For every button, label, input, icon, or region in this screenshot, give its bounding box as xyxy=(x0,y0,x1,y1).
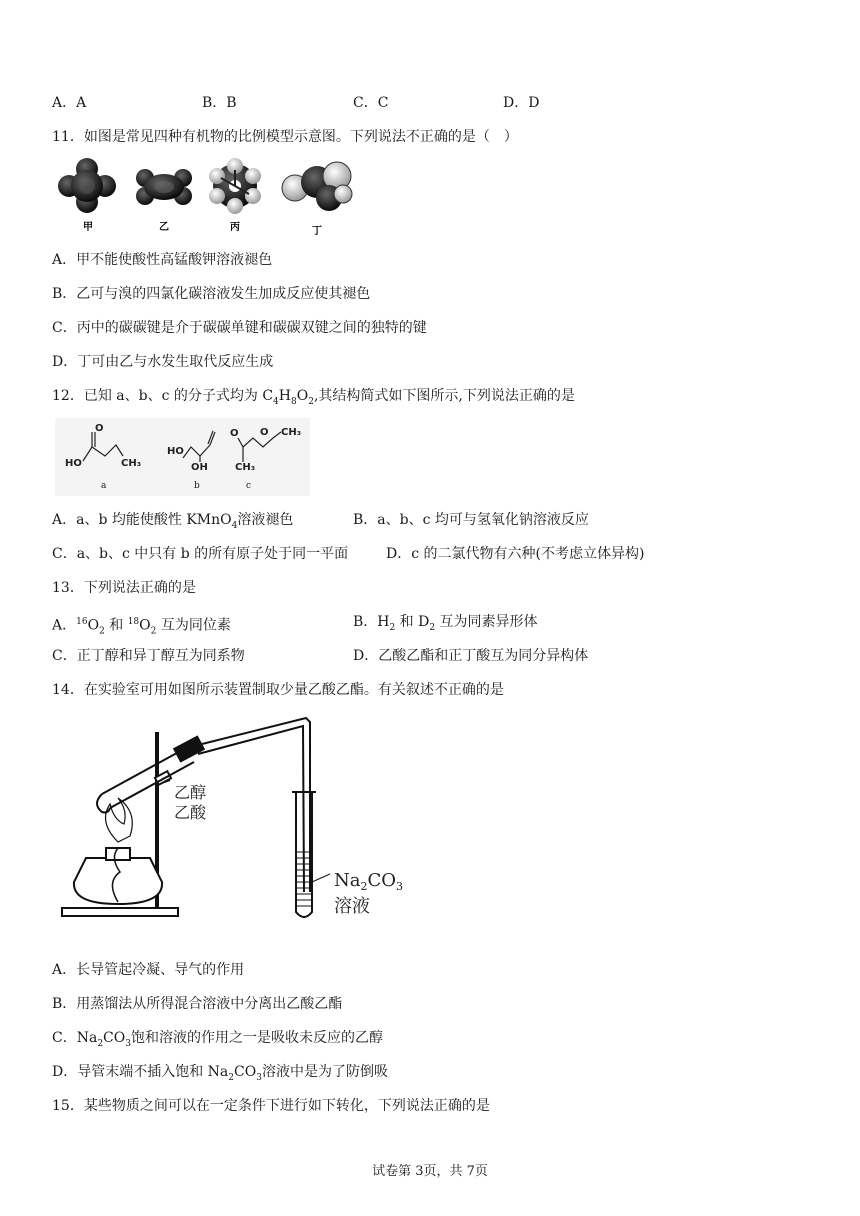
q13-option-a: A．$^{16}O_2$ 和 $^{18}O_2$ 互为同位素 xyxy=(52,617,231,637)
label-jia: 甲 xyxy=(83,222,93,233)
b-ho: HO xyxy=(167,446,184,457)
q12-option-a: A．a、b 均能使酸性 KMnO$_4$溶液褪色 xyxy=(52,512,294,531)
label-a: a xyxy=(101,481,107,491)
page-footer: 试卷第 3页，共 7页 xyxy=(372,1164,488,1179)
q11-option-d: D．丁可由乙与水发生取代反应生成 xyxy=(52,354,274,370)
ethylene-model xyxy=(136,169,192,205)
c-oxygen-ester: O xyxy=(260,427,269,438)
a-oxygen: O xyxy=(95,423,104,434)
q14-option-a: A．长导管起冷凝、导气的作用 xyxy=(52,962,245,978)
c-ch3-ethyl: CH₃ xyxy=(281,427,302,438)
label-yi: 乙 xyxy=(159,222,169,233)
q14-option-b: B．用蒸馏法从所得混合溶液中分离出乙酸乙酯 xyxy=(52,996,343,1012)
q14-apparatus-figure xyxy=(58,712,418,924)
q12-option-b: B．a、b、c 均可与氢氧化钠溶液反应 xyxy=(353,512,589,528)
na2co3-label xyxy=(334,870,403,893)
q12-option-c: C．a、b、c 中只有 b 的所有原子处于同一平面 xyxy=(52,546,349,562)
q10-option-b: B．B xyxy=(202,95,237,111)
q11-option-b: B．乙可与溴的四氯化碳溶液发生加成反应使其褪色 xyxy=(52,286,371,302)
a-ch3: CH₃ xyxy=(121,458,142,469)
svg-text:Na2CO3: $Na_2CO_3$ xyxy=(334,870,404,893)
a-ho: HO xyxy=(65,458,82,469)
q14-option-d: D．导管末端不插入饱和 $Na_2CO_3$溶液中是为了防倒吸 xyxy=(52,1064,388,1083)
q12-option-d: D．c 的二氯代物有六种(不考虑立体异构) xyxy=(386,546,645,562)
q13-option-c: C．正丁醇和异丁醇互为同系物 xyxy=(52,648,245,664)
reagent-ethanol: 乙醇 xyxy=(174,783,207,802)
q10-option-d: D．D xyxy=(503,95,540,111)
c-ch3-acyl: CH₃ xyxy=(235,462,256,473)
q11-stem: 11．如图是常见四种有机物的比例模型示意图。下列说法不正确的是（ ） xyxy=(52,129,518,145)
label-bing: 丙 xyxy=(230,222,240,233)
c-oxygen-carbonyl: O xyxy=(230,428,239,439)
ethanol-model xyxy=(282,162,352,211)
q13-option-b: B．$H_2$ 和 $D_2$ 互为同素异形体 xyxy=(353,614,538,633)
reagent-acetic-acid: 乙酸 xyxy=(174,803,207,822)
q11-option-c: C．丙中的碳碳键是介于碳碳单键和碳碳双键之间的独特的键 xyxy=(52,320,427,336)
label-ding: 丁 xyxy=(312,226,322,236)
q14-stem: 14．在实验室可用如图所示装置制取少量乙酸乙酯。有关叙述不正确的是 xyxy=(52,682,504,698)
b-oh: OH xyxy=(191,462,208,473)
q10-option-a: A．A xyxy=(52,95,87,111)
solution-label: 溶液 xyxy=(334,896,370,917)
q14-option-c: C．$Na_2CO_3$饱和溶液的作用之一是吸收未反应的乙醇 xyxy=(52,1030,383,1049)
q12-structures-figure xyxy=(55,418,310,496)
q13-stem: 13．下列说法正确的是 xyxy=(52,580,196,596)
q11-ball-models-figure xyxy=(55,158,355,236)
methane-model xyxy=(58,158,116,213)
benzene-model xyxy=(209,158,261,214)
q10-option-c: C．C xyxy=(353,95,389,111)
label-c: c xyxy=(246,481,252,491)
q11-option-a: A．甲不能使酸性高锰酸钾溶液褪色 xyxy=(52,252,273,268)
q13-option-d: D．乙酸乙酯和正丁酸互为同分异构体 xyxy=(353,648,589,664)
q12-stem: 12．已知 a、b、c 的分子式均为 $C_4H_8O_2$,其结构简式如下图所示,下列说法正确的是 xyxy=(52,388,575,407)
label-b: b xyxy=(194,481,200,491)
q15-stem: 15．某些物质之间可以在一定条件下进行如下转化，下列说法正确的是 xyxy=(52,1098,490,1114)
